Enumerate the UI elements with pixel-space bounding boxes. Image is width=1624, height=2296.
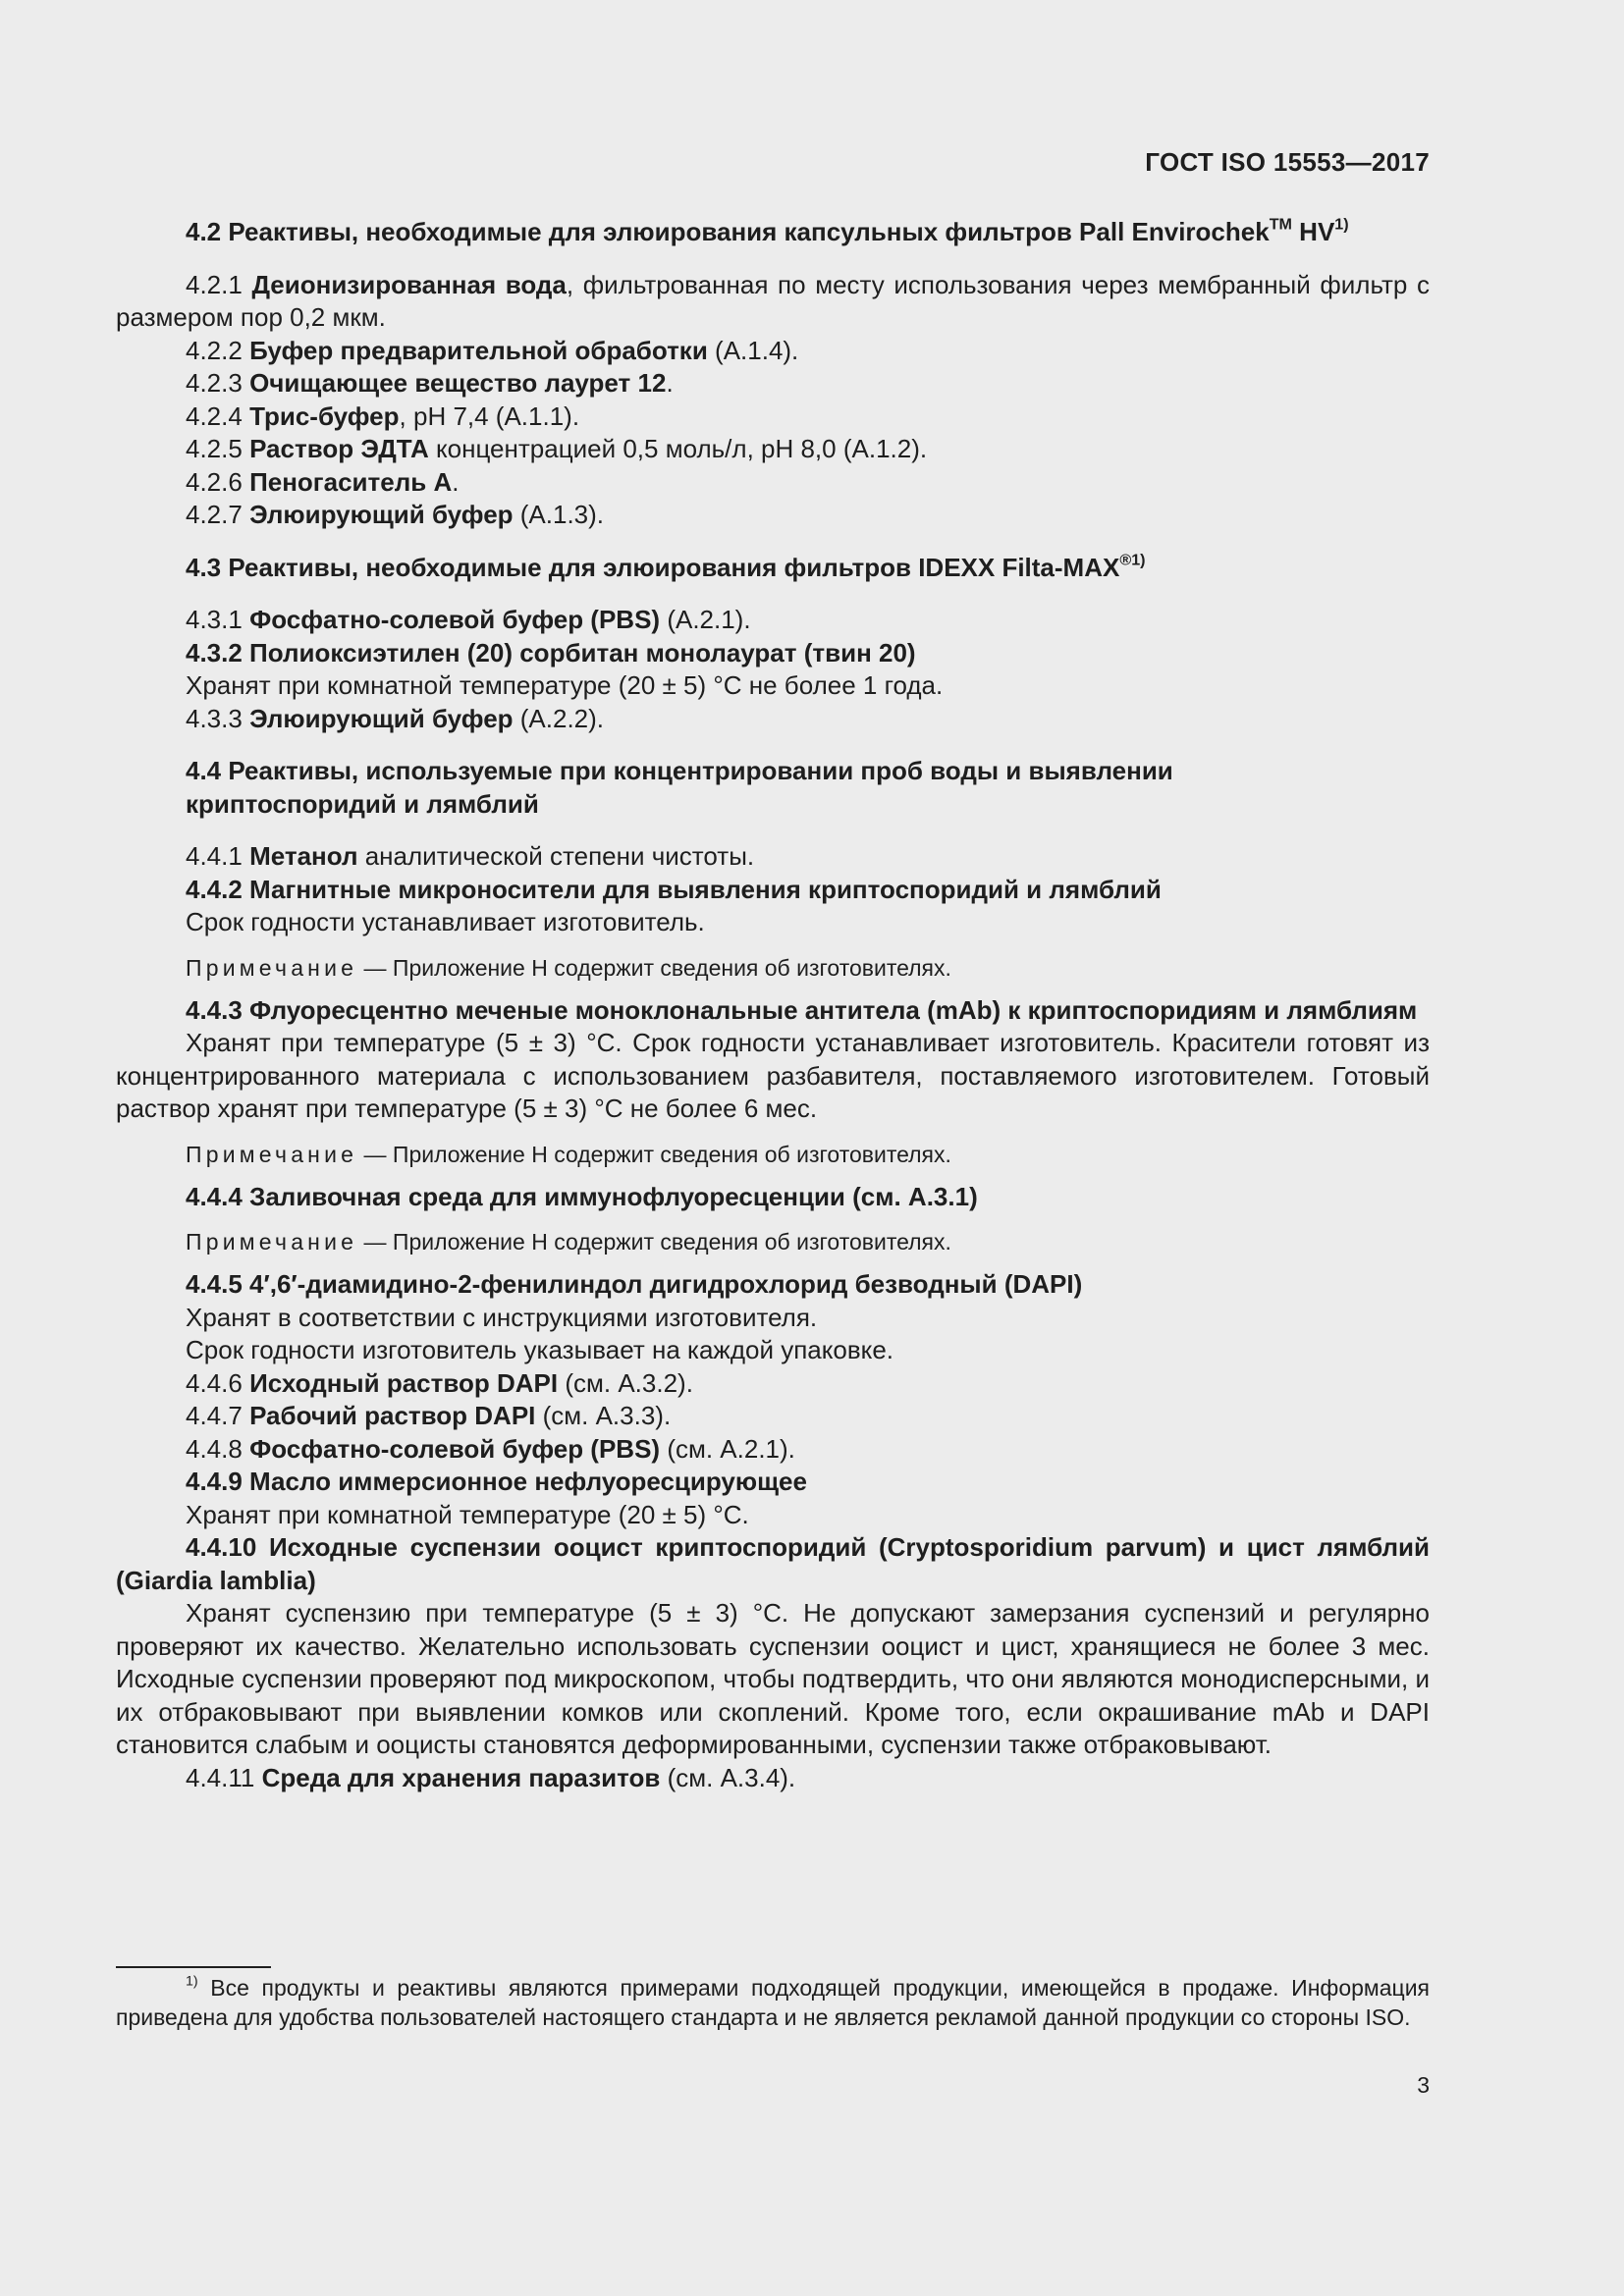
section-4-4-heading-line2: криптоспоридий и лямблий (186, 788, 539, 819)
registered-footnote-sup: ®1) (1119, 550, 1146, 568)
item-4-4-2-heading: 4.4.2 Магнитные микроносители для выявления криптоспоридий и лямблий (186, 874, 1162, 904)
section-4-3-heading: 4.3 Реактивы, необходимые для элюирования фильтров IDEXX Filta-$MAX^{®1)}$ (186, 550, 1146, 582)
item-4-4-2-text: Срок годности устанавливает изготовитель. (186, 907, 705, 936)
item-4-2-5: 4.2.5 Раствор ЭДТА концентрацией 0,5 моль/л, pH 8,0 (А.1.2). (186, 434, 928, 463)
item-4-2-6: 4.2.6 Пеногаситель А. (186, 466, 460, 497)
item-4-4-1: 4.4.1 Метанол аналитической степени чистоты. (186, 841, 755, 871)
item-4-4-3-text: Хранят при температуре (5 ± 3) °С. Срок годности устанавливает изготовитель. Красители готовят из концентрированного материала с использованием разбавителя, поставляемого изготовителем. Готовый раствор хранят при температуре (5 ± 3) °С не более 6 мес. (116, 1028, 1430, 1123)
item-4-3-2-heading: 4.3.2 Полиоксиэтилен (20) сорбитан монолаурат (твин 20) (186, 637, 916, 667)
footnote-text: Все продукты и реактивы являются примерами подходящей продукции, имеющейся в продаже. Информация приведена для удобства пользователей настоящего стандарта и не является рекламой данной продукции со стороны ISO. (116, 1975, 1430, 2030)
item-4-4-5-text-2: Срок годности изготовитель указывает на каждой упаковке. (186, 1335, 894, 1364)
footnote-marker: 1) (186, 1973, 198, 1990)
footnote-separator (116, 1966, 271, 1968)
trademark-sup: TM (1269, 215, 1292, 234)
item-4-4-9-text: Хранят при комнатной температуре (20 ± 5) °С. (186, 1499, 749, 1529)
item-4-4-5-heading: 4.4.5 4′,6′-диамидино-2-фенилиндол дигидрохлорид безводный (DAPI) (186, 1269, 1083, 1299)
section-4-2-heading: 4.2 Реактивы, необходимые для элюирования капсульных фильтров Pall Envirochek™ HV$^{1)}$ (186, 215, 1349, 246)
item-4-2-4: 4.2.4 Трис-буфер, pH 7,4 (А.1.1). (186, 400, 580, 431)
item-4-4-10-heading: 4.4.10 Исходные суспензии ооцист криптоспоридий (Cryptosporidium parvum) и цист лямблий (Giardia lamblia) (116, 1532, 1430, 1595)
item-4-4-6: 4.4.6 Исходный раствор DAPI (см. А.3.2). (186, 1367, 693, 1398)
item-4-4-8: 4.4.8 Фосфатно-солевой буфер (PBS) (см. А.2.1). (186, 1433, 795, 1464)
item-4-3-2-text: Хранят при комнатной температуре (20 ± 5) °С не более 1 года. (186, 670, 944, 700)
item-4-4-7: 4.4.7 Рабочий раствор DAPI (см. А.3.3). (186, 1401, 672, 1430)
item-4-4-5-text-1: Хранят в соответствии с инструкциями изготовителя. (186, 1302, 818, 1332)
item-4-3-3: 4.3.3 Элюирующий буфер (А.2.2). (186, 703, 605, 733)
section-4-4-heading-line1: 4.4 Реактивы, используемые при концентрировании проб воды и выявлении (186, 756, 1173, 785)
item-4-4-11: 4.4.11 Среда для хранения паразитов (см. А.3.4). (186, 1762, 796, 1792)
item-4-4-10-text: Хранят суспензию при температуре (5 ± 3) °С. Не допускают замерзания суспензий и регулярно проверяют их качество. Желательно использовать суспензии ооцист и цист, хранящиеся не более 3 мес. Исходные суспензии проверяют под микроскопом, чтобы подтвердить, что они являются монодисперсными, и их отбраковывают при выявлении комков или скоплений. Кроме того, если окрашивание mAb и DAPI становится слабым и ооцисты становятся деформированными, суспензии также отбраковывают. (116, 1598, 1430, 1759)
note-manufacturers-2: Примечание — Приложение Н содержит сведения об изготовителях. (186, 1141, 951, 1167)
document-body (116, 216, 1430, 1794)
item-4-4-9-heading: 4.4.9 Масло иммерсионное нефлуоресцирующее (186, 1467, 807, 1496)
item-4-4-4-heading: 4.4.4 Заливочная среда для иммунофлуоресценции (см. А.3.1) (186, 1181, 978, 1211)
footnote (116, 1973, 1430, 2032)
item-4-4-3-heading: 4.4.3 Флуоресцентно меченые моноклональные антитела (mAb) к криптоспоридиям и лямблиям (186, 994, 1418, 1025)
item-4-3-1: 4.3.1 Фосфатно-солевой буфер (PBS) (А.2.1). (186, 605, 751, 634)
footnote-ref: 1) (1334, 215, 1349, 234)
document-header: ГОСТ ISO 15553—2017 (1145, 147, 1430, 177)
note-manufacturers-3: Примечание — Приложение Н содержит сведения об изготовителях. (186, 1229, 951, 1255)
item-4-2-7: 4.2.7 Элюирующий буфер (А.1.3). (186, 500, 605, 529)
note-manufacturers-1: Примечание — Приложение Н содержит сведения об изготовителях. (186, 954, 951, 981)
item-4-2-3: 4.2.3 Очищающее вещество лаурет 12. (186, 368, 674, 398)
item-4-2-1: 4.2.1 Деионизированная вода, фильтрованная по месту использования через мембранный фильтр с размером пор 0,2 мкм. (116, 269, 1430, 332)
item-4-2-2: 4.2.2 Буфер предварительной обработки (А.1.4). (186, 335, 799, 365)
page-number: 3 (1417, 2072, 1430, 2098)
